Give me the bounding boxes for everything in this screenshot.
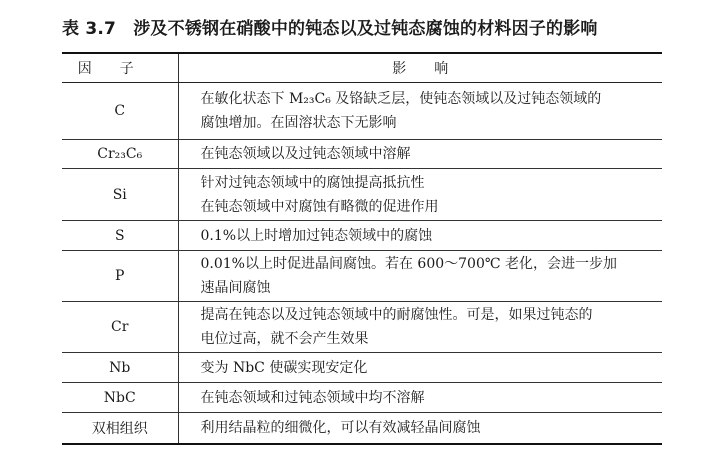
effect-line: 针对过钝态领域中的腐蚀提高抵抗性 (200, 174, 425, 191)
header-factor: 因子 (62, 53, 178, 83)
effect-cell (178, 140, 662, 169)
effect-line: 在钝态领域以及过钝态领域中溶解 (200, 146, 411, 162)
factor-cell: NbC (62, 383, 178, 413)
effect-cell (178, 251, 662, 302)
table-header-row (62, 53, 662, 83)
table-row (62, 169, 662, 221)
effect-line: 利用结晶粒的细微化，可以有效减轻晶间腐蚀 (200, 419, 481, 436)
table-row (62, 221, 662, 251)
materials-factor-table (62, 52, 662, 445)
effect-cell (178, 413, 662, 444)
header-effect: 影响 (178, 53, 662, 83)
factor-cell: Cr₂₃C₆ (62, 140, 178, 169)
effect-line: 腐蚀增加。在固溶状态下无影响 (200, 115, 397, 131)
table-row (62, 140, 662, 169)
effect-line: 在敏化状态下 M₂₃C₆ 及铬缺乏层，使钝态领域以及过钝态领域的 (200, 91, 602, 107)
table-row (62, 413, 662, 444)
effect-line: 提高在钝态以及过钝态领域中的耐腐蚀性。可是，如果过钝态的 (200, 307, 593, 323)
table-row (62, 383, 662, 413)
factor-cell: Si (62, 169, 178, 221)
effect-line: 0.01%以上时促进晶间腐蚀。若在 600～700℃ 老化，会进一步加 (200, 256, 617, 272)
table-row (62, 302, 662, 353)
table-row (62, 83, 662, 140)
effect-line: 电位过高，就不会产生效果 (200, 331, 369, 347)
factor-cell: Cr (62, 302, 178, 353)
factor-cell: S (62, 221, 178, 251)
effect-line: 在钝态领域和过钝态领域中均不溶解 (200, 389, 425, 406)
effect-line: 在钝态领域中对腐蚀有略微的促进作用 (200, 198, 439, 215)
table-row (62, 353, 662, 383)
effect-cell (178, 169, 662, 221)
effect-cell (178, 83, 662, 140)
factor-cell: 双相组织 (62, 413, 178, 444)
table-title: 表 3.7 涉及不锈钢在硝酸中的钝态以及过钝态腐蚀的材料因子的影响 (62, 19, 598, 39)
effect-line: 0.1%以上时增加过钝态领域中的腐蚀 (200, 227, 433, 244)
factor-cell: C (62, 83, 178, 140)
effect-line: 速晶间腐蚀 (200, 280, 271, 296)
table-row (62, 251, 662, 302)
factor-cell: Nb (62, 353, 178, 383)
effect-cell (178, 383, 662, 413)
effect-cell (178, 353, 662, 383)
effect-cell (178, 302, 662, 353)
factor-cell: P (62, 251, 178, 302)
effect-cell (178, 221, 662, 251)
effect-line: 变为 NbC 使碳实现安定化 (200, 359, 368, 376)
